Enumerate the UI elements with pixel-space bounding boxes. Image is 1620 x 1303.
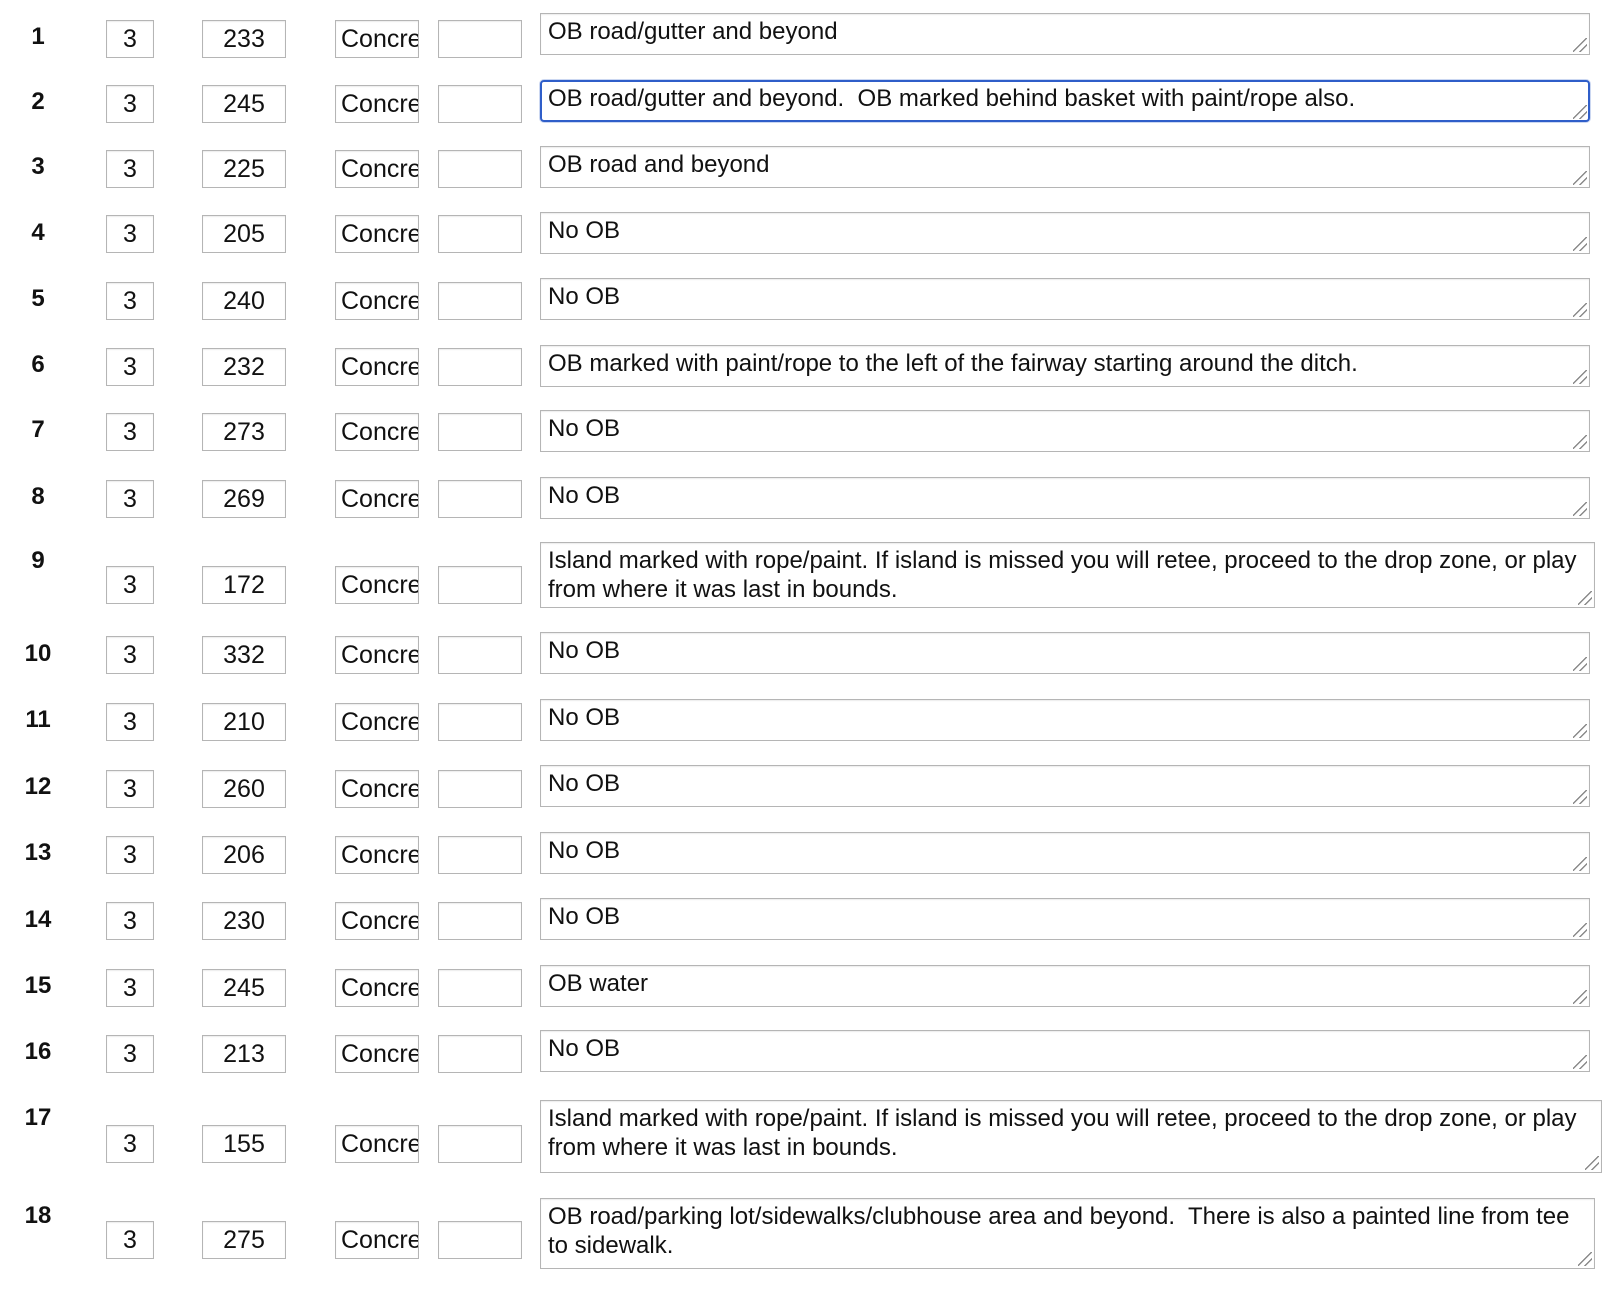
notes-textarea[interactable] bbox=[540, 345, 1590, 387]
length-input[interactable] bbox=[202, 85, 286, 123]
par-input[interactable] bbox=[106, 703, 154, 741]
length-input[interactable] bbox=[202, 150, 286, 188]
hole-number: 12 bbox=[24, 773, 52, 800]
extra-input[interactable] bbox=[438, 566, 522, 604]
length-input[interactable] bbox=[202, 20, 286, 58]
notes-textarea[interactable] bbox=[540, 477, 1590, 519]
extra-input[interactable] bbox=[438, 348, 522, 386]
length-input[interactable] bbox=[202, 413, 286, 451]
par-input[interactable] bbox=[106, 1221, 154, 1259]
tee-type-input[interactable] bbox=[335, 770, 419, 808]
par-input[interactable] bbox=[106, 836, 154, 874]
length-input[interactable] bbox=[202, 902, 286, 940]
hole-number: 5 bbox=[31, 285, 45, 312]
extra-input[interactable] bbox=[438, 282, 522, 320]
notes-textarea[interactable] bbox=[540, 80, 1590, 122]
extra-input[interactable] bbox=[438, 85, 522, 123]
hole-number: 15 bbox=[24, 972, 52, 999]
par-input[interactable] bbox=[106, 902, 154, 940]
notes-textarea[interactable] bbox=[540, 965, 1590, 1007]
tee-type-input[interactable] bbox=[335, 566, 419, 604]
notes-textarea[interactable] bbox=[540, 632, 1590, 674]
notes-textarea[interactable] bbox=[540, 765, 1590, 807]
notes-textarea[interactable] bbox=[540, 832, 1590, 874]
notes-textarea[interactable] bbox=[540, 898, 1590, 940]
extra-input[interactable] bbox=[438, 836, 522, 874]
hole-number: 11 bbox=[25, 706, 51, 733]
tee-type-input[interactable] bbox=[335, 1125, 419, 1163]
length-input[interactable] bbox=[202, 770, 286, 808]
tee-type-input[interactable] bbox=[335, 150, 419, 188]
tee-type-input[interactable] bbox=[335, 902, 419, 940]
hole-number: 8 bbox=[31, 483, 45, 510]
extra-input[interactable] bbox=[438, 969, 522, 1007]
hole-number: 3 bbox=[31, 153, 45, 180]
length-input[interactable] bbox=[202, 215, 286, 253]
length-input[interactable] bbox=[202, 836, 286, 874]
extra-input[interactable] bbox=[438, 636, 522, 674]
hole-number: 2 bbox=[31, 88, 45, 115]
extra-input[interactable] bbox=[438, 1125, 522, 1163]
hole-number: 17 bbox=[24, 1104, 52, 1131]
extra-input[interactable] bbox=[438, 413, 522, 451]
hole-number: 18 bbox=[24, 1202, 52, 1229]
length-input[interactable] bbox=[202, 348, 286, 386]
extra-input[interactable] bbox=[438, 150, 522, 188]
extra-input[interactable] bbox=[438, 1035, 522, 1073]
extra-input[interactable] bbox=[438, 902, 522, 940]
extra-input[interactable] bbox=[438, 1221, 522, 1259]
length-input[interactable] bbox=[202, 703, 286, 741]
length-input[interactable] bbox=[202, 969, 286, 1007]
tee-type-input[interactable] bbox=[335, 282, 419, 320]
tee-type-input[interactable] bbox=[335, 1221, 419, 1259]
par-input[interactable] bbox=[106, 215, 154, 253]
notes-textarea[interactable] bbox=[540, 13, 1590, 55]
par-input[interactable] bbox=[106, 636, 154, 674]
length-input[interactable] bbox=[202, 1125, 286, 1163]
extra-input[interactable] bbox=[438, 215, 522, 253]
notes-textarea[interactable] bbox=[540, 699, 1590, 741]
hole-number: 7 bbox=[31, 416, 45, 443]
hole-number: 1 bbox=[31, 23, 45, 50]
par-input[interactable] bbox=[106, 282, 154, 320]
par-input[interactable] bbox=[106, 1125, 154, 1163]
notes-textarea[interactable] bbox=[540, 212, 1590, 254]
length-input[interactable] bbox=[202, 282, 286, 320]
notes-textarea[interactable] bbox=[540, 1100, 1602, 1173]
tee-type-input[interactable] bbox=[335, 836, 419, 874]
par-input[interactable] bbox=[106, 348, 154, 386]
length-input[interactable] bbox=[202, 1221, 286, 1259]
hole-number: 6 bbox=[31, 351, 45, 378]
extra-input[interactable] bbox=[438, 480, 522, 518]
notes-textarea[interactable] bbox=[540, 1198, 1595, 1269]
hole-number: 16 bbox=[24, 1038, 52, 1065]
tee-type-input[interactable] bbox=[335, 20, 419, 58]
extra-input[interactable] bbox=[438, 20, 522, 58]
extra-input[interactable] bbox=[438, 703, 522, 741]
tee-type-input[interactable] bbox=[335, 348, 419, 386]
tee-type-input[interactable] bbox=[335, 1035, 419, 1073]
extra-input[interactable] bbox=[438, 770, 522, 808]
par-input[interactable] bbox=[106, 969, 154, 1007]
hole-number: 10 bbox=[24, 640, 52, 667]
par-input[interactable] bbox=[106, 413, 154, 451]
length-input[interactable] bbox=[202, 566, 286, 604]
par-input[interactable] bbox=[106, 150, 154, 188]
par-input[interactable] bbox=[106, 1035, 154, 1073]
notes-textarea[interactable] bbox=[540, 146, 1590, 188]
tee-type-input[interactable] bbox=[335, 85, 419, 123]
notes-textarea[interactable] bbox=[540, 542, 1595, 608]
par-input[interactable] bbox=[106, 566, 154, 604]
length-input[interactable] bbox=[202, 480, 286, 518]
par-input[interactable] bbox=[106, 770, 154, 808]
notes-textarea[interactable] bbox=[540, 410, 1590, 452]
hole-number: 14 bbox=[24, 906, 52, 933]
hole-number: 4 bbox=[31, 219, 45, 246]
par-input[interactable] bbox=[106, 480, 154, 518]
hole-number: 9 bbox=[31, 547, 45, 574]
notes-textarea[interactable] bbox=[540, 1030, 1590, 1072]
hole-number: 13 bbox=[24, 839, 52, 866]
tee-type-input[interactable] bbox=[335, 703, 419, 741]
notes-textarea[interactable] bbox=[540, 278, 1590, 320]
tee-type-input[interactable] bbox=[335, 480, 419, 518]
tee-type-input[interactable] bbox=[335, 636, 419, 674]
par-input[interactable] bbox=[106, 20, 154, 58]
tee-type-input[interactable] bbox=[335, 215, 419, 253]
length-input[interactable] bbox=[202, 1035, 286, 1073]
par-input[interactable] bbox=[106, 85, 154, 123]
tee-type-input[interactable] bbox=[335, 969, 419, 1007]
length-input[interactable] bbox=[202, 636, 286, 674]
tee-type-input[interactable] bbox=[335, 413, 419, 451]
